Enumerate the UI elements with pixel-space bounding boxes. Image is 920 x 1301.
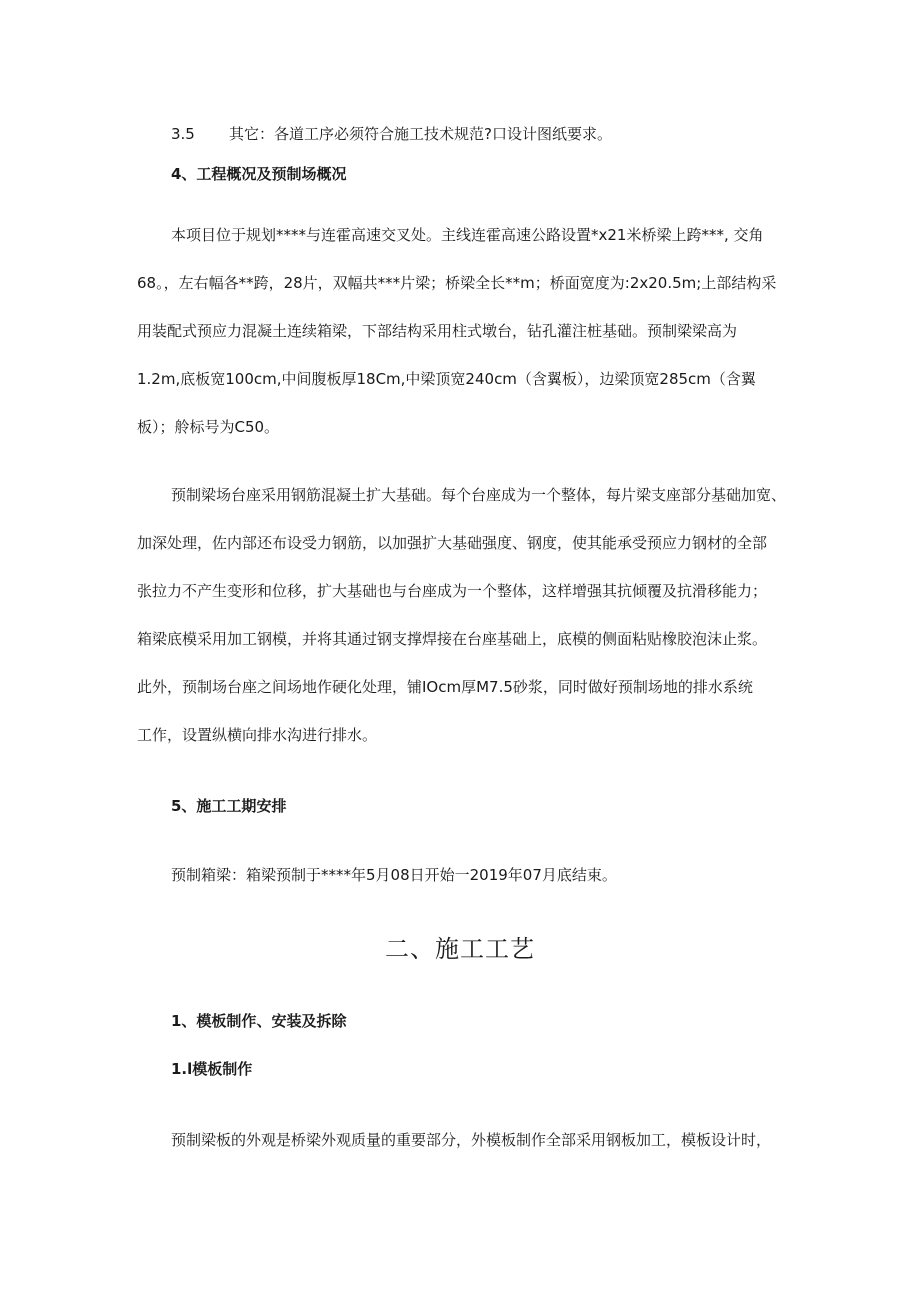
subsection-heading: 1.l模板制作	[171, 1060, 253, 1078]
schedule-text: 预制箱梁：箱梁预制于****年5月08日开始一2019年07月底结束。	[171, 866, 617, 884]
paragraph-line: 68。，左右幅各**跨，28片，双幅共***片梁；桥梁全长**m；桥面宽度为:2x20.5m;上部结构采	[137, 274, 777, 292]
section-2-1-heading: 1、模板制作、安装及拆除	[171, 1012, 347, 1030]
paragraph-line: 张拉力不产生变形和位移，扩大基础也与台座成为一个整体，这样增强其抗倾覆及抗滑移能力；	[137, 582, 768, 600]
paragraph-line: 本项目位于规划****与连霍高速交叉处。主线连霍高速公路设置*x21米桥梁上跨***, 交角	[171, 226, 764, 244]
section-4-heading: 4、工程概况及预制场概况	[171, 165, 347, 183]
paragraph-line: 预制梁场台座采用钢筋混凝土扩大基础。每个台座成为一个整体，每片梁支座部分基础加宽、	[171, 486, 787, 504]
paragraph-line: 预制梁板的外观是桥梁外观质量的重要部分，外模板制作全部采用钢板加工，模板设计时，	[171, 1131, 772, 1149]
clause-text-3-5: 其它：各道工序必须符合施工技术规范?口设计图纸要求。	[229, 125, 612, 143]
chapter-title: 二、施工工艺	[385, 935, 535, 963]
paragraph-line: 板）；舲标号为C50。	[137, 418, 280, 436]
paragraph-line: 工作，设置纵横向排水沟进行排水。	[137, 726, 378, 744]
clause-number-3-5: 3.5	[171, 125, 195, 143]
section-5-heading: 5、施工工期安排	[171, 797, 287, 815]
paragraph-line: 箱梁底模采用加工钢模，并将其通过钢支撑焊接在台座基础上，底模的侧面粘贴橡胶泡沫止浆。	[137, 630, 768, 648]
paragraph-line: 1.2m,底板宽100cm,中间腹板厚18Cm,中梁顶宽240cm（含翼板），边梁顶宽285cm（含翼	[137, 370, 756, 388]
paragraph-line: 此外，预制场台座之间场地作硬化处理，铺IOcm厚M7.5砂浆，同时做好预制场地的排水系统	[137, 678, 753, 696]
paragraph-line: 用装配式预应力混凝土连续箱梁，下部结构采用柱式墩台，钻孔灌注桩基础。预制梁梁高为	[137, 322, 738, 340]
paragraph-line: 加深处理，佐内部还布设受力钢筋，以加强扩大基础强度、钢度，使其能承受预应力钢材的全部	[137, 534, 768, 552]
